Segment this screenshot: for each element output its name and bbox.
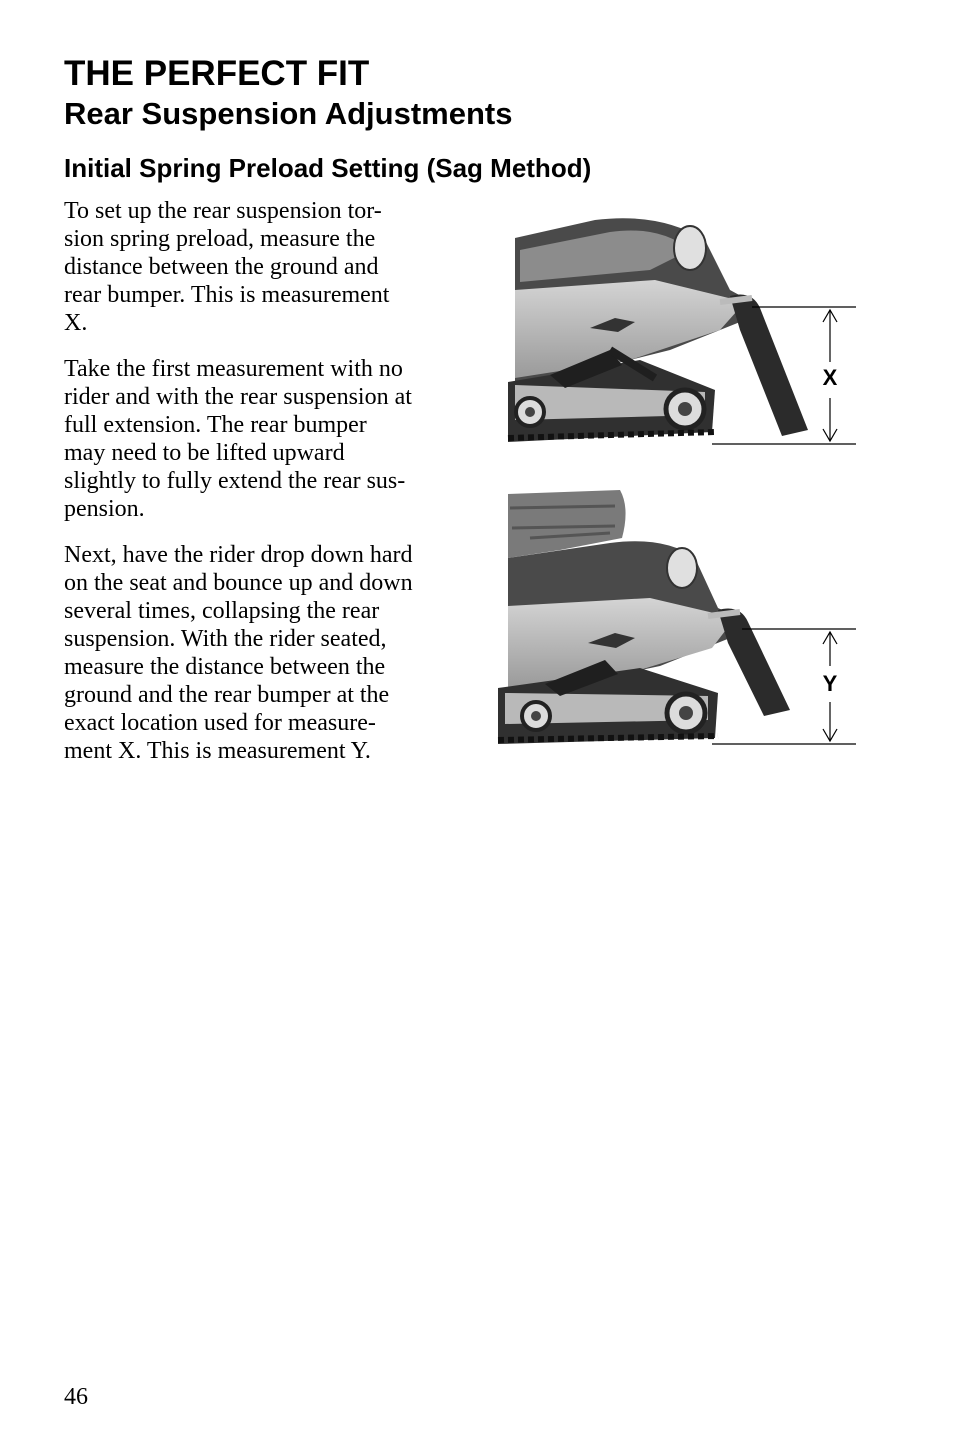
page-number: 46 bbox=[64, 1384, 88, 1410]
body-paragraph-2: Take the first measurement with no rider and with the rear suspension at full extension. The rear bumper may need to be lifted upward slightly to fully extend the rear sus- pension. bbox=[64, 356, 412, 522]
page-title: THE PERFECT FIT bbox=[64, 54, 370, 93]
figure-measurement-x bbox=[490, 210, 870, 450]
measurement-x-label: X bbox=[822, 365, 838, 390]
subsection-title: Initial Spring Preload Setting (Sag Method) bbox=[64, 153, 592, 183]
snowmobile-rear-with-rider-photo bbox=[490, 488, 870, 750]
measurement-y-label: Y bbox=[822, 671, 838, 696]
snowmobile-rear-photo bbox=[490, 210, 870, 450]
body-paragraph-3: Next, have the rider drop down hard on the seat and bounce up and down several times, collapsing the rear suspension. With the rider seated, measure the distance between the ground and the rear bumper at the exact location used for measure- ment X. This is measurement Y. bbox=[64, 542, 413, 764]
figure-measurement-y bbox=[490, 488, 870, 750]
body-paragraph-1: To set up the rear suspension tor- sion spring preload, measure the distance between the ground and rear bumper. This is measurement X. bbox=[64, 198, 390, 336]
section-title: Rear Suspension Adjustments bbox=[64, 96, 513, 131]
